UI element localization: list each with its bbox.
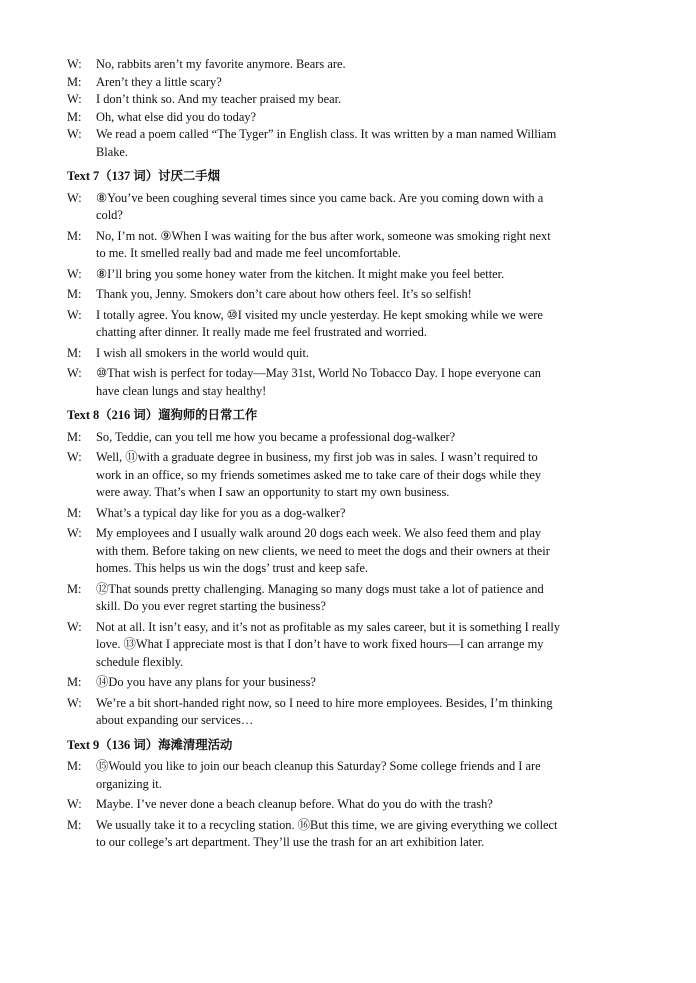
speaker-label: M: (67, 759, 82, 773)
text-line: ⑭Do you have any plans for your business? (96, 675, 316, 689)
dialogue-text (96, 619, 628, 672)
section-heading-text7: Text 7（137 词）讨厌二手烟 (67, 169, 221, 183)
text-line: with them. Before taking on new clients, we need to meet the dogs and their owners at their (96, 543, 550, 558)
speaker-label: M: (67, 675, 82, 689)
dialogue-text (96, 695, 628, 730)
dialogue-text (96, 126, 628, 161)
text-line: I wish all smokers in the world would quit. (96, 345, 310, 360)
speaker-label: W: (67, 266, 82, 281)
speaker-label: W: (67, 797, 82, 811)
text-line: cold? (96, 208, 123, 222)
dialogue-text (96, 190, 628, 225)
dialogue-line (67, 674, 628, 692)
dialogue-text: I don’t think so. And my teacher praised my bear. (96, 92, 342, 106)
section-text9 (67, 758, 628, 852)
speaker-label: M: (67, 429, 82, 444)
speaker-label: W: (67, 619, 82, 634)
dialogue-text: Oh, what else did you do today? (96, 109, 257, 124)
text-line: We usually take it to a recycling station. ⑯But this time, we are giving everything we collect (96, 817, 558, 832)
dialogue-text: No, rabbits aren’t my favorite anymore. Bears are. (96, 57, 346, 71)
speaker-label: W: (67, 307, 82, 322)
dialogue-text (96, 505, 628, 523)
dialogue-line (67, 758, 628, 793)
speaker-label: W: (67, 366, 82, 380)
section-heading-text9: Text 9（136 词）海滩清理活动 (67, 737, 233, 752)
dialogue-line (67, 796, 628, 814)
dialogue-line (67, 619, 628, 672)
dialogue-text (96, 449, 628, 502)
dialogue-text (96, 365, 628, 400)
speaker-label: M: (67, 345, 82, 360)
text-line: ⑮Would you like to join our beach cleanup this Saturday? Some college friends and I are (96, 759, 541, 773)
dialogue-line (67, 429, 628, 447)
speaker-label: W: (67, 92, 82, 106)
text6-tail (67, 56, 628, 161)
text-line: organizing it. (96, 776, 162, 791)
text-line: So, Teddie, can you tell me how you became a professional dog-walker? (96, 429, 456, 444)
dialogue-text (96, 345, 628, 363)
dialogue-text (96, 228, 628, 263)
dialogue-line (67, 228, 628, 263)
text-line: ⑫That sounds pretty challenging. Managing so many dogs must take a lot of patience and (96, 581, 544, 596)
text-line: love. ⑬What I appreciate most is that I don’t have to work fixed hours—I can arrange my (96, 637, 544, 651)
text-line: ⑧You’ve been coughing several times since you came back. Are you coming down with a (96, 190, 544, 205)
dialogue-line (67, 190, 628, 225)
dialogue-line (67, 91, 628, 109)
text-line: homes. This helps us win the dogs’ trust and keep safe. (96, 561, 369, 575)
text-line: to me. It smelled really bad and made me feel uncomfortable. (96, 246, 401, 260)
dialogue-text (96, 581, 628, 616)
dialogue-line (67, 695, 628, 730)
dialogue-line (67, 56, 628, 74)
speaker-label: W: (67, 450, 82, 464)
dialogue-line (67, 345, 628, 363)
dialogue-text (96, 429, 628, 447)
dialogue-text: Aren’t they a little scary? (96, 74, 222, 89)
text-line: What’s a typical day like for you as a dog-walker? (96, 505, 346, 520)
dialogue-text (96, 266, 628, 284)
text-line: ⑧I’ll bring you some honey water from the kitchen. It might make you feel better. (96, 266, 505, 281)
section-heading-text8: Text 8（216 词）遛狗师的日常工作 (67, 408, 258, 422)
dialogue-line (67, 126, 628, 161)
speaker-label: W: (67, 190, 82, 205)
text-line: My employees and I usually walk around 20 dogs each week. We also feed them and play (96, 526, 542, 540)
text-line: skill. Do you ever regret starting the business? (96, 599, 326, 613)
dialogue-text (96, 307, 628, 342)
text-line: Well, ⑪with a graduate degree in business, my first job was in sales. I wasn’t required to (96, 450, 538, 464)
text-line: Maybe. I’ve never done a beach cleanup before. What do you do with the trash? (96, 797, 493, 811)
text-line: schedule flexibly. (96, 654, 184, 669)
speaker-label: M: (67, 109, 82, 124)
speaker-label: M: (67, 287, 82, 301)
section-text7 (67, 190, 628, 401)
dialogue-line (67, 266, 628, 284)
dialogue-line (67, 286, 628, 304)
text-line: to our college’s art department. They’ll use the trash for an art exhibition later. (96, 835, 485, 849)
speaker-label: M: (67, 817, 82, 832)
dialogue-text (96, 758, 628, 793)
text-line: Thank you, Jenny. Smokers don’t care about how others feel. It’s so selfish! (96, 287, 472, 301)
text-line: We read a poem called “The Tyger” in English class. It was written by a man named William (96, 127, 557, 141)
text-line: have clean lungs and stay healthy! (96, 383, 267, 398)
speaker-label: W: (67, 57, 82, 71)
dialogue-line (67, 525, 628, 578)
dialogue-line (67, 307, 628, 342)
dialogue-text (96, 525, 628, 578)
text-line: chatting after dinner. It really made me feel frustrated and worried. (96, 325, 427, 339)
speaker-label: W: (67, 127, 82, 141)
speaker-label: M: (67, 74, 82, 89)
document-page (67, 56, 628, 852)
speaker-label: M: (67, 228, 82, 243)
text-line: I totally agree. You know, ⑩I visited my uncle yesterday. He kept smoking while we were (96, 307, 543, 322)
text-line: No, I’m not. ⑨When I was waiting for the bus after work, someone was smoking right next (96, 228, 551, 243)
dialogue-line (67, 365, 628, 400)
dialogue-line (67, 449, 628, 502)
text-line: Blake. (96, 144, 128, 159)
dialogue-text (96, 796, 628, 814)
text-line: work in an office, so my friends sometimes asked me to take care of their dogs while they (96, 467, 542, 482)
text-line: Not at all. It isn’t easy, and it’s not as profitable as my sales career, but it is something I really (96, 619, 561, 634)
section-text8 (67, 429, 628, 730)
text-line: We’re a bit short-handed right now, so I need to hire more employees. Besides, I’m thinking (96, 695, 553, 710)
speaker-label: W: (67, 695, 82, 710)
text-line: about expanding our services… (96, 713, 254, 727)
text-line: were away. That’s when I saw an opportunity to start my own business. (96, 485, 450, 499)
dialogue-line (67, 817, 628, 852)
dialogue-text (96, 674, 628, 692)
speaker-label: M: (67, 581, 82, 596)
speaker-label: M: (67, 505, 82, 520)
dialogue-line (67, 581, 628, 616)
dialogue-text (96, 286, 628, 304)
speaker-label: W: (67, 526, 82, 540)
dialogue-line (67, 109, 628, 127)
dialogue-line (67, 74, 628, 92)
dialogue-text (96, 817, 628, 852)
text-line: ⑩That wish is perfect for today—May 31st, World No Tobacco Day. I hope everyone can (96, 366, 541, 380)
dialogue-line (67, 505, 628, 523)
